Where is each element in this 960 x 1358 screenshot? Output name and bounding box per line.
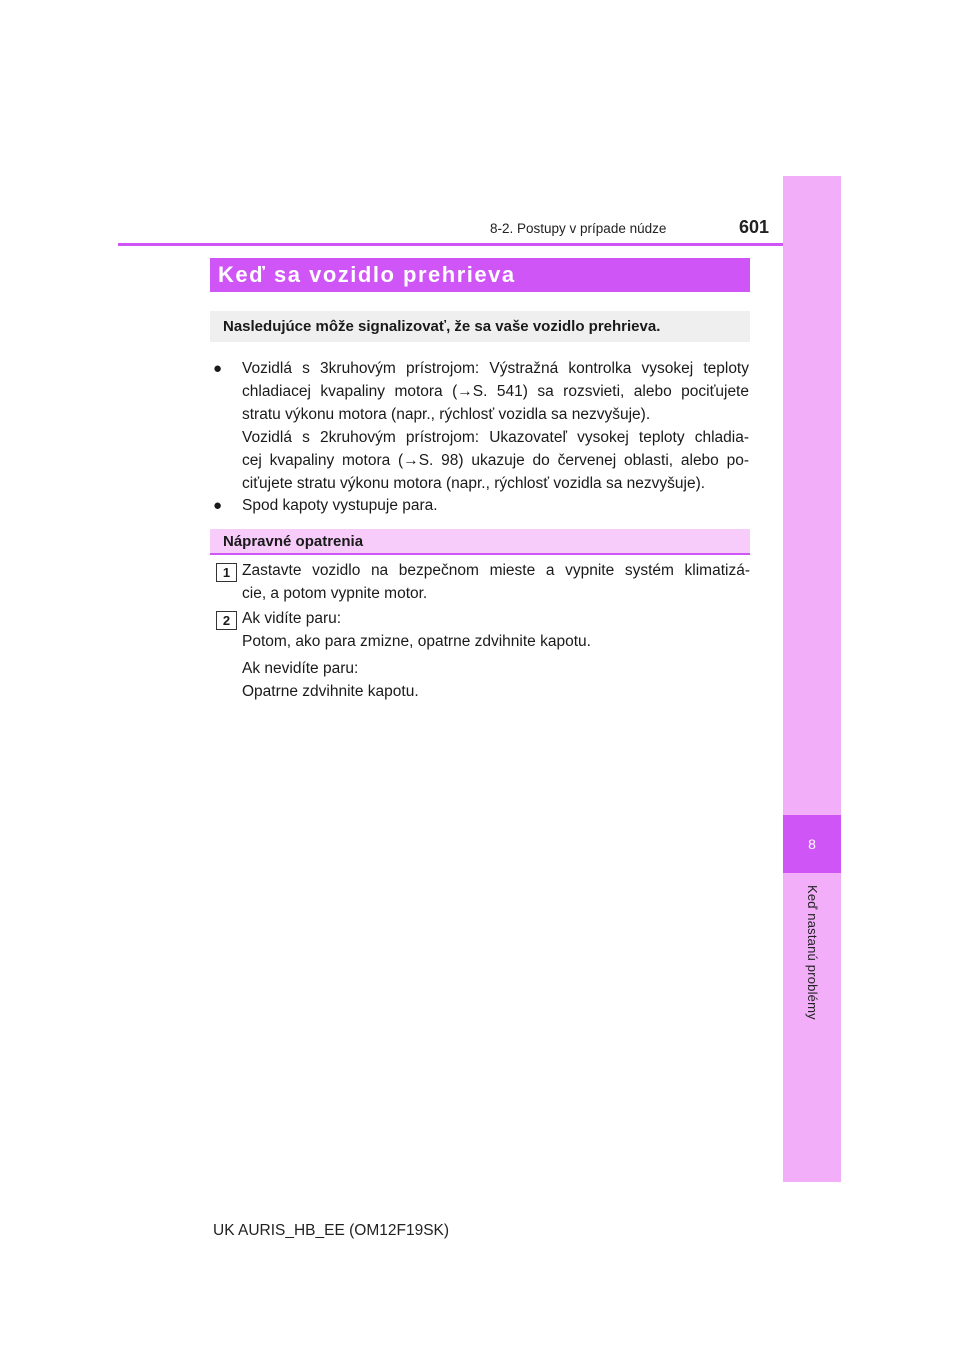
step-text <box>242 559 750 605</box>
step-text <box>242 657 750 703</box>
step-number-badge: 2 <box>216 611 237 630</box>
page-title: Keď sa vozidlo prehrieva <box>210 258 750 292</box>
bullet-text <box>242 494 749 517</box>
chapter-label: Keď nastanú problémy <box>805 885 820 1020</box>
footer-model-code: UK AURIS_HB_EE (OM12F19SK) <box>213 1222 450 1239</box>
step-text <box>242 607 750 653</box>
bullet-line: Spod kapoty vystupuje para. <box>242 497 438 514</box>
bullet-line: Vozidlá s 2kruhovým prístrojom: Ukazovateľ vysokej teploty chladia- <box>242 429 749 446</box>
step-line: cie, a potom vypnite motor. <box>242 585 428 602</box>
bullet-line: ciťujete stratu výkonu motora (napr., rýchlosť vozidla sa nezvyšuje). <box>242 475 706 492</box>
chapter-number-tab[interactable]: 8 <box>783 815 841 873</box>
bullet-line: stratu výkonu motora (napr., rýchlosť vozidla sa nezvyšuje). <box>242 406 651 423</box>
step-line: Ak nevidíte paru: <box>242 660 359 677</box>
step-line: Potom, ako para zmizne, opatrne zdvihnite kapotu. <box>242 633 591 650</box>
bullet-text <box>242 357 749 495</box>
bullet-line: Vozidlá s 3kruhovým prístrojom: Výstražná kontrolka vysokej teploty <box>242 360 749 377</box>
bullet-icon: ● <box>213 497 223 514</box>
bullet-icon: ● <box>213 360 223 377</box>
remedy-heading: Nápravné opatrenia <box>210 529 750 555</box>
bullet-line: cej kvapaliny motora (→S. 98) ukazuje do červenej oblasti, alebo po- <box>242 452 749 469</box>
page-number: 601 <box>739 217 770 237</box>
section-header: 8-2. Postupy v prípade núdze <box>490 221 667 236</box>
step-number-badge: 1 <box>216 563 237 582</box>
header-divider <box>118 243 783 246</box>
intro-box: Nasledujúce môže signalizovať, že sa vaše vozidlo prehrieva. <box>210 311 750 342</box>
bullet-line: chladiacej kvapaliny motora (→S. 541) sa rozsvieti, alebo pociťujete <box>242 383 749 400</box>
step-line: Opatrne zdvihnite kapotu. <box>242 683 419 700</box>
step-line: Zastavte vozidlo na bezpečnom mieste a vypnite systém klimatizá- <box>242 562 750 579</box>
step-line: Ak vidíte paru: <box>242 610 342 627</box>
